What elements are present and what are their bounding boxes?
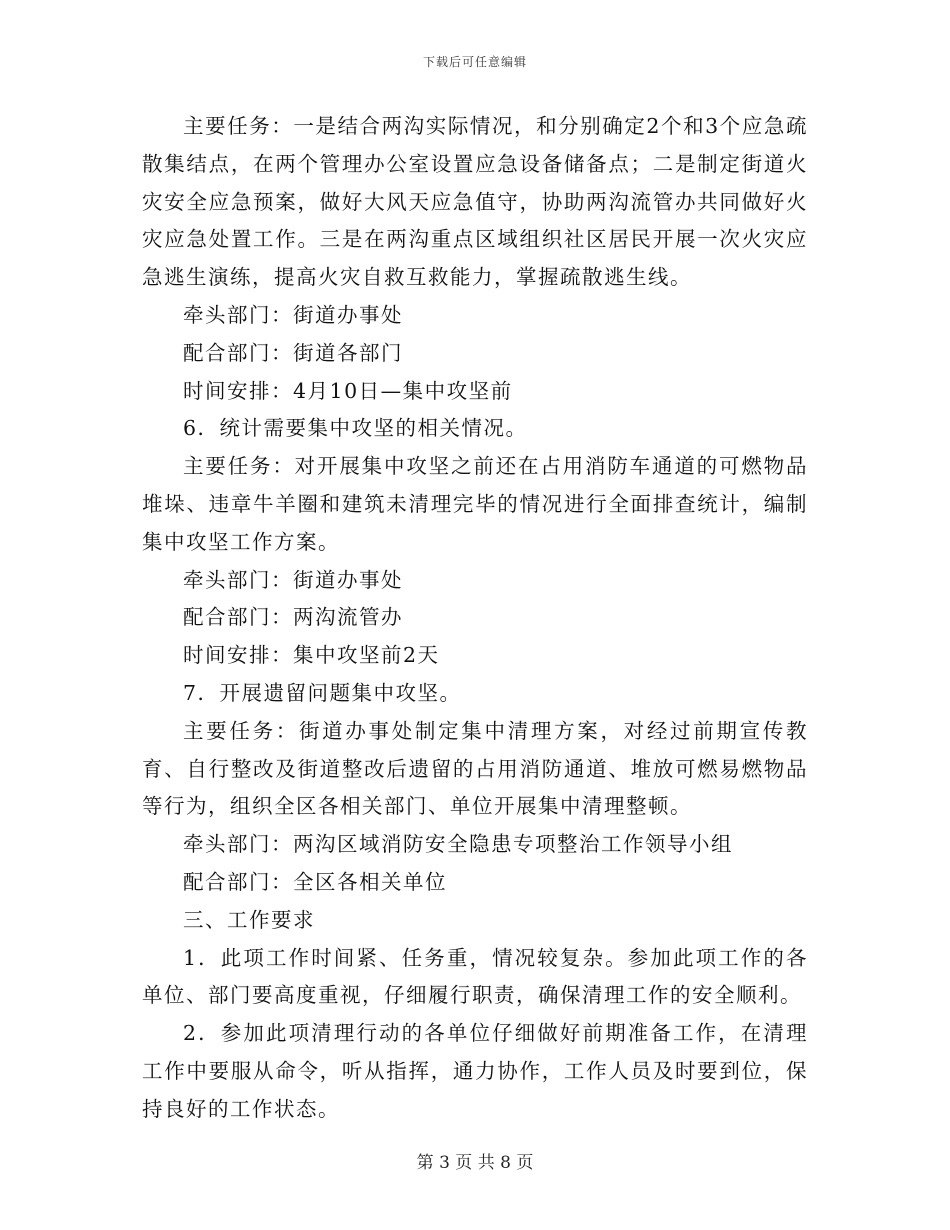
section-heading-6: 6．统计需要集中攻坚的相关情况。: [183, 416, 528, 441]
document-body: [142, 108, 808, 1129]
page-header: 下载后可任意编辑: [422, 55, 527, 69]
paragraph-lead-dept-1: 牵头部门：街道办事处: [183, 302, 403, 327]
paragraph-task-1: 主要任务：一是结合两沟实际情况，和分别确定2个和3个应急疏散集结点，在两个管理办公室设置应急设备储备点；二是制定街道火灾安全应急预案，做好大风天应急值守，协助两沟流管办共同做好火灾应急处置工作。三是在两沟重点区域组织社区居民开展一次火灾应急逃生演练，提高火灾自救互救能力，掌握疏散逃生线。: [142, 114, 808, 290]
section-heading-7: 7．开展遗留问题集中攻坚。: [183, 680, 462, 705]
section-heading-requirements: 三、工作要求: [183, 907, 315, 932]
paragraph-task-6: 主要任务：对开展集中攻坚之前还在占用消防车通道的可燃物品堆垛、违章牛羊圈和建筑未清理完毕的情况进行全面排查统计，编制集中攻坚工作方案。: [142, 454, 808, 554]
paragraph-lead-dept-7: 牵头部门：两沟区域消防安全隐患专项整治工作领导小组: [183, 832, 733, 857]
paragraph-requirement-1: 1．此项工作时间紧、任务重，情况较复杂。参加此项工作的各单位、部门要高度重视，仔细履行职责，确保清理工作的安全顺利。: [142, 945, 808, 1008]
paragraph-coop-dept-6: 配合部门：两沟流管办: [183, 605, 403, 630]
paragraph-task-7: 主要任务：街道办事处制定集中清理方案，对经过前期宣传教育、自行整改及街道整改后遗留的占用消防通道、堆放可燃易燃物品等行为，组织全区各相关部门、单位开展集中清理整顿。: [142, 718, 808, 819]
paragraph-requirement-2: 2．参加此项清理行动的各单位仔细做好前期准备工作，在清理工作中要服从命令，听从指挥，通力协作，工作人员及时要到位，保持良好的工作状态。: [142, 1021, 808, 1121]
paragraph-coop-dept-7: 配合部门：全区各相关单位: [183, 869, 447, 894]
paragraph-schedule-6: 时间安排：集中攻坚前2天: [183, 643, 440, 668]
paragraph-schedule-1: 时间安排：4月10日—集中攻坚前: [183, 378, 513, 403]
paragraph-lead-dept-6: 牵头部门：街道办事处: [183, 567, 403, 592]
page-number-footer: 第 3 页 共 8 页: [416, 1153, 534, 1173]
paragraph-coop-dept-1: 配合部门：街道各部门: [183, 340, 403, 365]
